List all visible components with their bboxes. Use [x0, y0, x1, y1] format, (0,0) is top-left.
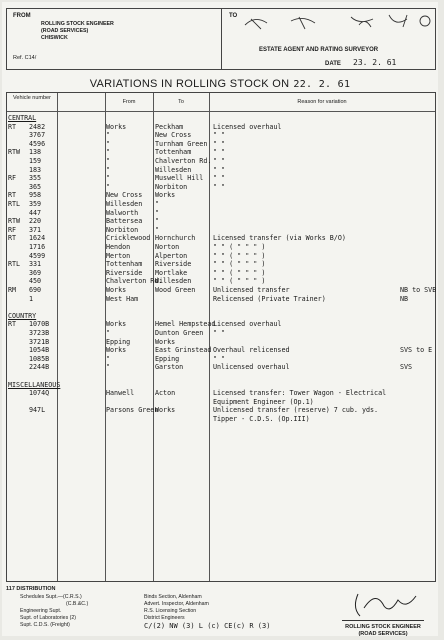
- note-cell: NB: [400, 294, 409, 303]
- from-cell: Works: [106, 286, 127, 294]
- vehicle-class: RTL: [8, 200, 21, 208]
- to-cell: Acton: [155, 389, 176, 398]
- vehicle-number: 4596: [29, 139, 46, 148]
- to-cell: Chalverton Rd.: [155, 157, 212, 165]
- from-address: ROLLING STOCK ENGINEER (ROAD SERVICES) CHISWICK: [41, 21, 114, 41]
- header-box: [6, 8, 436, 70]
- to-cell: Works: [155, 406, 176, 415]
- from-cell: Tottenham: [106, 260, 143, 269]
- from-cell: Works: [106, 346, 127, 355]
- vehicle-class: RT: [8, 320, 17, 329]
- to-cell: Dunton Green: [155, 329, 204, 337]
- vehicle-number: 1070B: [29, 320, 50, 329]
- vehicle-number: 359: [29, 200, 42, 208]
- to-cell: Muswell Hill: [155, 174, 204, 183]
- signature-icon: [350, 590, 422, 620]
- to-cell: Willesden: [155, 165, 192, 174]
- signatory-title: ROLLING STOCK ENGINEER (ROAD SERVICES): [345, 624, 421, 636]
- vehicle-number: 2482: [29, 122, 46, 131]
- to-label: TO: [229, 13, 238, 19]
- reason-cell: " " ( " " " ): [213, 268, 266, 277]
- to-cell: Mortlake: [155, 268, 188, 277]
- to-cell: Norbiton: [155, 182, 188, 191]
- vehicle-number: 1074Q: [29, 389, 50, 398]
- to-cell: Wood Green: [155, 286, 196, 294]
- distribution-codes: C/(2) NW (3) L (c) CE(c) R (3): [144, 622, 271, 630]
- vehicle-number: 1054B: [29, 346, 50, 355]
- from-cell: Norbiton: [106, 225, 139, 234]
- section-label: COUNTRY: [8, 311, 37, 320]
- vehicle-number: 369: [29, 268, 42, 277]
- note-cell: SVS: [400, 363, 413, 372]
- vehicle-number: 447: [29, 208, 42, 217]
- from-cell: ": [106, 148, 111, 157]
- from-cell: Parsons Green: [106, 406, 159, 415]
- from-cell: ": [106, 165, 111, 174]
- col-header-from: From: [122, 99, 136, 105]
- col-header-to: To: [178, 99, 184, 105]
- reason-cell: " ": [213, 329, 226, 337]
- vehicle-number: 2244B: [29, 363, 50, 372]
- reason-cell: " ": [213, 182, 226, 191]
- vehicle-number: 1: [29, 294, 34, 303]
- from-cell: ": [106, 363, 111, 372]
- from-cell: Epping: [106, 337, 131, 346]
- vehicle-number: 4599: [29, 251, 46, 260]
- to-cell: Turnham Green: [155, 139, 208, 148]
- to-cell: Hornchurch: [155, 234, 196, 243]
- to-cell: Peckham: [155, 122, 184, 131]
- vehicle-class: RTL: [8, 260, 21, 269]
- reason-cell: " " ( " " " ): [213, 260, 266, 269]
- reason-cell: " ": [213, 131, 226, 140]
- vehicle-class: RT: [8, 122, 17, 131]
- document-page: [2, 2, 438, 636]
- to-cell: Epping: [155, 354, 180, 363]
- handwritten-annotations-icon: [239, 11, 435, 35]
- vehicle-number: 220: [29, 217, 42, 226]
- title-date: 22. 2. 61: [293, 79, 351, 90]
- date-value: 23. 2. 61: [353, 58, 397, 67]
- from-cell: ": [106, 131, 111, 140]
- from-cell: Works: [106, 320, 127, 329]
- vehicle-number: 331: [29, 260, 42, 269]
- reason-cell: Equipment Engineer (Op.1): [213, 397, 314, 406]
- to-cell: Works: [155, 337, 176, 346]
- to-cell: Hemel Hempstead: [155, 320, 216, 329]
- reason-cell: " " ( " " " ): [213, 243, 266, 251]
- vehicle-number: 355: [29, 174, 42, 183]
- from-cell: Riverside: [106, 268, 143, 277]
- section-label: MISCELLANEOUS: [8, 380, 61, 389]
- date-label: DATE: [325, 61, 341, 67]
- reason-cell: " ": [213, 157, 226, 165]
- vehicle-number: 371: [29, 225, 42, 234]
- from-cell: ": [106, 329, 111, 337]
- reason-cell: Licensed transfer (via Works B/O): [213, 234, 346, 243]
- from-cell: ": [106, 139, 111, 148]
- vehicle-class: RF: [8, 174, 17, 183]
- vehicle-number: 3721B: [29, 337, 50, 346]
- vehicle-class: RT: [8, 191, 17, 200]
- reason-cell: " ": [213, 174, 226, 183]
- to-recipient: ESTATE AGENT AND RATING SURVEYOR: [259, 47, 379, 53]
- to-cell: East Grinstead: [155, 346, 212, 355]
- note-cell: NB to SVB: [400, 286, 437, 294]
- to-cell: New Cross: [155, 131, 192, 140]
- distribution-footer: 117 DISTRIBUTION Schedules Supt.—(C.R.S.) (C.B.&C.) Engineering Supt. Supt. of Laboratories (2) Supt. C.D.S. (Freight) Binds Section, Aldenham Advert. Inspector, Aldenham R.S. Licensing Section District Engineers C/(2) NW (3) L (c) CE(c) R (3) ROLLING STOCK ENGINEER (ROAD SERVICES): [6, 586, 434, 636]
- document-title: VARIATIONS IN ROLLING STOCK ON 22. 2. 61: [89, 78, 351, 90]
- col-header-vehicle: Vehicle number: [13, 95, 51, 101]
- reason-cell: Licensed overhaul: [213, 122, 282, 131]
- to-cell: Alperton: [155, 251, 188, 260]
- vehicle-number: 3723B: [29, 329, 50, 337]
- to-cell: Garston: [155, 363, 184, 372]
- vehicle-number: 1716: [29, 243, 46, 251]
- vehicle-class: RTW: [8, 148, 21, 157]
- vehicle-number: 1624: [29, 234, 46, 243]
- vehicle-class: RTW: [8, 217, 21, 226]
- vehicle-number: 3767: [29, 131, 46, 140]
- section-label: CENTRAL: [8, 114, 37, 122]
- to-cell: ": [155, 200, 160, 208]
- reason-cell: Licensed overhaul: [213, 320, 282, 329]
- to-cell: ": [155, 225, 160, 234]
- to-cell: Willesden: [155, 277, 192, 286]
- variations-table: [6, 92, 436, 582]
- to-cell: Riverside: [155, 260, 192, 269]
- from-label: FROM: [13, 13, 31, 19]
- vehicle-number: 183: [29, 165, 42, 174]
- from-cell: Cricklewood: [106, 234, 151, 243]
- vehicle-number: 1085B: [29, 354, 50, 363]
- vehicle-number: 159: [29, 157, 42, 165]
- from-cell: ": [106, 354, 111, 363]
- reason-cell: " ": [213, 148, 226, 157]
- from-cell: ": [106, 157, 111, 165]
- from-cell: Works: [106, 122, 127, 131]
- vehicle-number: 947L: [29, 406, 46, 415]
- to-cell: Norton: [155, 243, 180, 251]
- from-cell: Hendon: [106, 243, 131, 251]
- reason-cell: Unlicensed transfer (reserve) 7 cub. yds.: [213, 406, 379, 415]
- vehicle-class: RT: [8, 234, 17, 243]
- vehicle-number: 690: [29, 286, 42, 294]
- reason-cell: " ": [213, 139, 226, 148]
- from-cell: Walworth: [106, 208, 139, 217]
- to-cell: ": [155, 208, 160, 217]
- note-cell: SVS to E: [400, 346, 433, 355]
- from-cell: Willesden: [106, 200, 143, 208]
- from-cell: West Ham: [106, 294, 139, 303]
- vehicle-number: 450: [29, 277, 42, 286]
- from-cell: Hanwell: [106, 389, 135, 398]
- from-cell: Chalverton Rd.: [106, 277, 163, 286]
- reason-cell: " " ( " " " ): [213, 251, 266, 260]
- col-header-reason: Reason for variation: [297, 99, 347, 105]
- reason-cell: " ": [213, 165, 226, 174]
- vehicle-number: 365: [29, 182, 42, 191]
- from-cell: New Cross: [106, 191, 143, 200]
- reason-cell: Unlicensed overhaul: [213, 363, 290, 372]
- reason-cell: " ": [213, 354, 226, 363]
- reason-cell: " " ( " " " ): [213, 277, 266, 286]
- reason-cell: Overhaul relicensed: [213, 346, 290, 355]
- reference: Ref. C14/: [13, 55, 37, 61]
- distribution-label: 117 DISTRIBUTION: [6, 586, 56, 592]
- vehicle-class: RM: [8, 286, 17, 294]
- vehicle-class: RF: [8, 225, 17, 234]
- to-cell: Works: [155, 191, 176, 200]
- from-cell: Merton: [106, 251, 131, 260]
- from-cell: Battersea: [106, 217, 143, 226]
- from-cell: ": [106, 174, 111, 183]
- reason-cell: Unlicensed transfer: [213, 286, 290, 294]
- to-cell: Tottenham: [155, 148, 192, 157]
- from-cell: ": [106, 182, 111, 191]
- reason-cell: Tipper - C.D.S. (Op.III): [213, 415, 310, 423]
- reason-cell: Relicensed (Private Trainer): [213, 294, 326, 303]
- to-cell: ": [155, 217, 160, 226]
- reason-cell: Licensed transfer: Tower Wagon - Electrical: [213, 389, 387, 398]
- vehicle-number: 138: [29, 148, 42, 157]
- vehicle-number: 958: [29, 191, 42, 200]
